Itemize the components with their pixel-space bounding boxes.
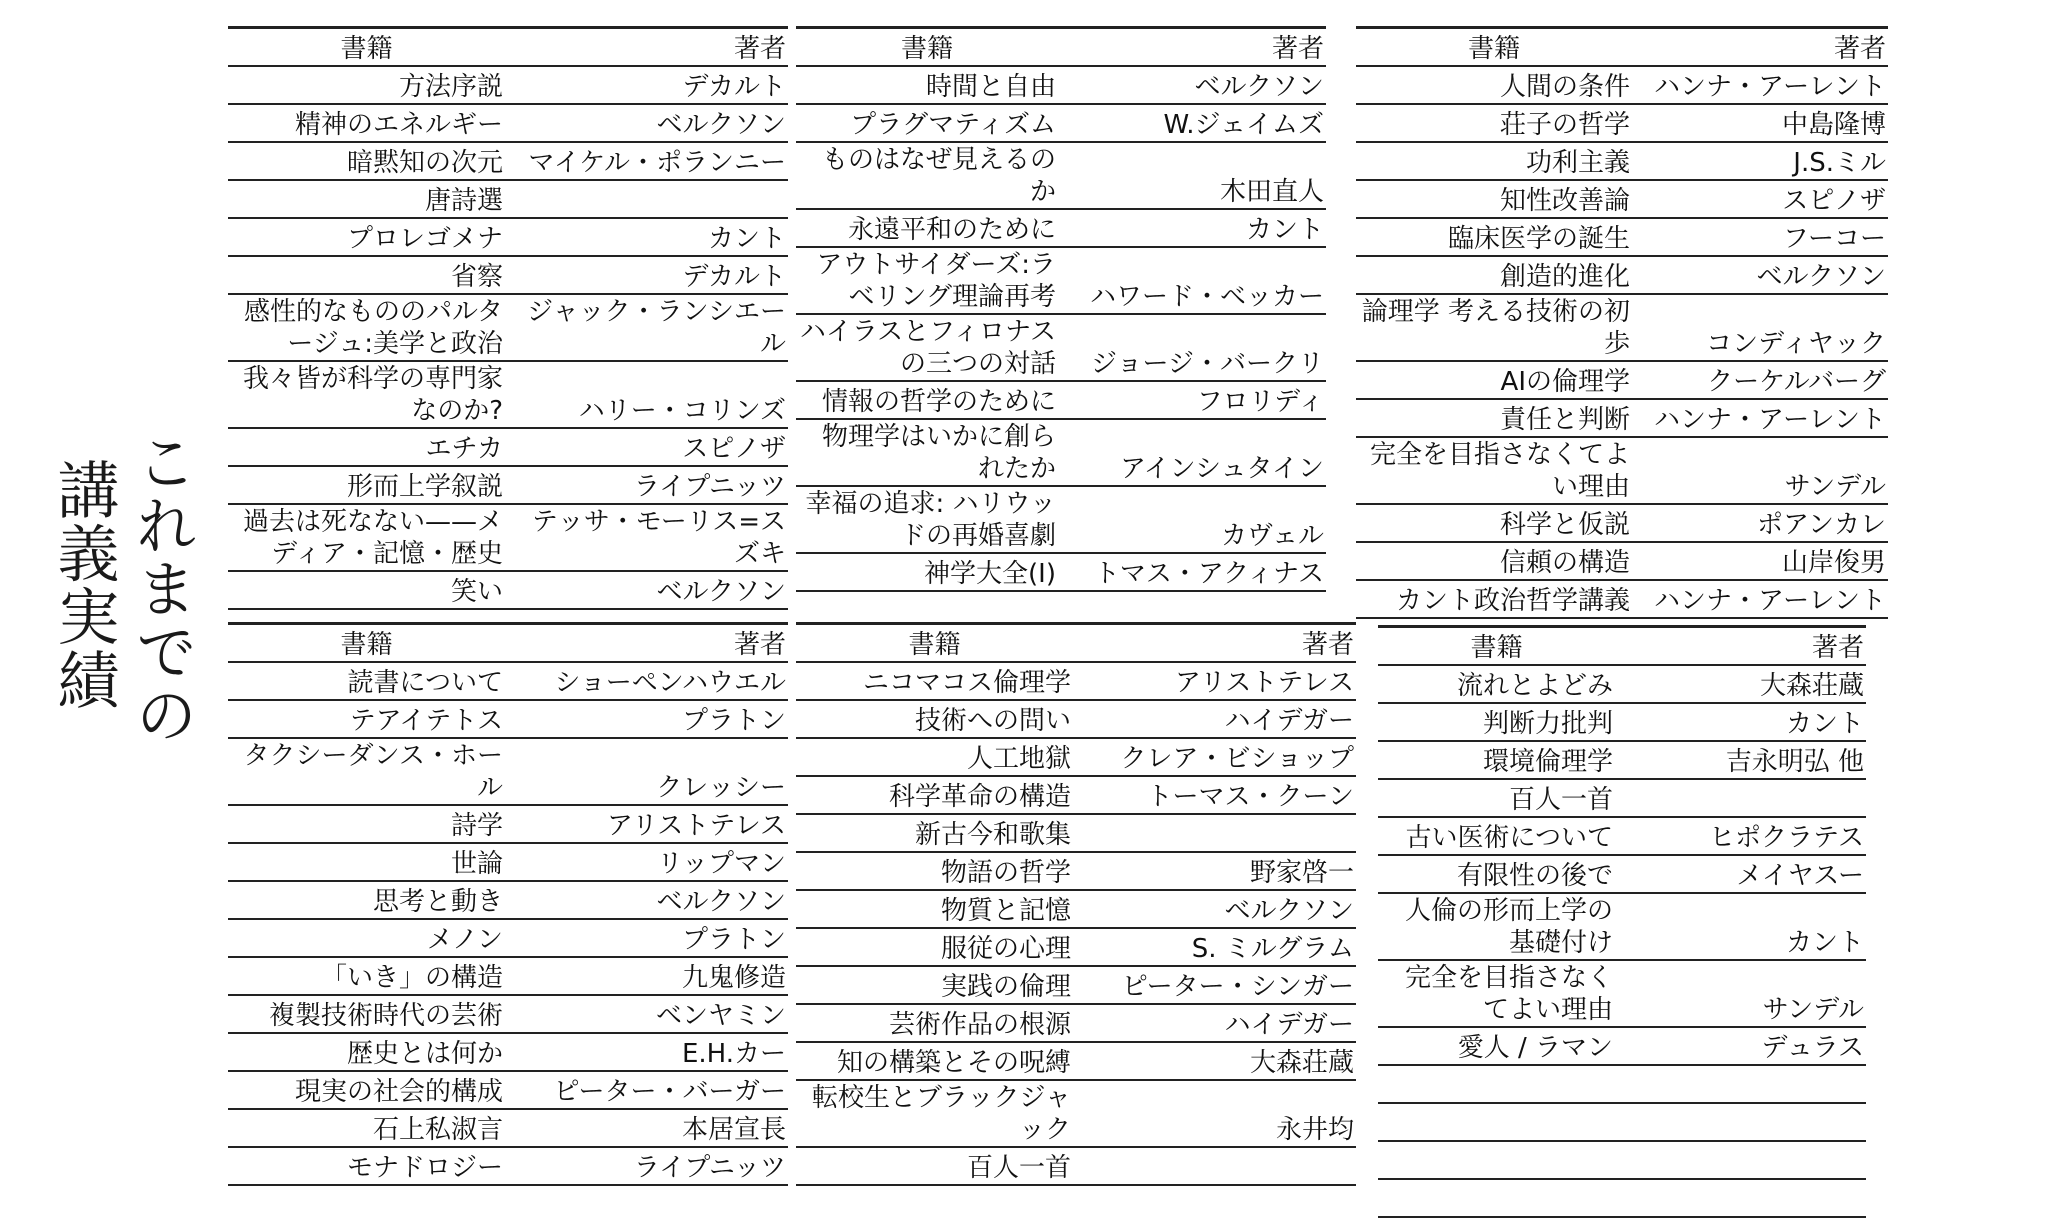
book-title: ハイラスとフィロナスの三つの対話 (796, 314, 1066, 381)
book-title: 技術への問い (796, 700, 1081, 738)
table-row (228, 919, 788, 957)
book-title: 論理学 考える技術の初歩 (1356, 294, 1640, 361)
table-row (796, 928, 1356, 966)
book-title: 我々皆が科学の専門家なのか? (228, 361, 513, 428)
author-name (1623, 1179, 1866, 1217)
author-name: ライプニッツ (513, 1147, 788, 1185)
author-name: プラトン (513, 919, 788, 957)
author-name: デカルト (513, 256, 788, 294)
table-row (1356, 256, 1888, 294)
table-row (228, 662, 788, 700)
book-title: 永遠平和のために (796, 209, 1066, 247)
table-row (796, 247, 1326, 314)
book-title: 幸福の追求: ハリウッドの再婚喜劇 (796, 486, 1066, 553)
table-row (228, 1033, 788, 1071)
author-name: 大森荘蔵 (1623, 665, 1866, 703)
table-row (228, 881, 788, 919)
book-title: 信頼の構造 (1356, 542, 1640, 580)
author-name: クレッシー (513, 738, 788, 805)
book-title: 読書について (228, 662, 513, 700)
book-title: 創造的進化 (1356, 256, 1640, 294)
book-title: 百人一首 (1378, 779, 1623, 817)
book-title: 芸術作品の根源 (796, 1004, 1081, 1042)
page-title-line-1: これまでの (125, 430, 198, 747)
author-name: 野家啓一 (1081, 852, 1356, 890)
table-row (228, 700, 788, 738)
book-title: 世論 (228, 843, 513, 881)
book-title: 責任と判断 (1356, 399, 1640, 437)
lecture-table-1 (228, 26, 788, 610)
table-row (796, 314, 1326, 381)
table-row (1378, 893, 1866, 960)
table-row (796, 419, 1326, 486)
header-author: 著者 (1623, 627, 1866, 666)
table-row (1356, 180, 1888, 218)
book-title: 愛人 / ラマン (1378, 1027, 1623, 1065)
book-title: 人倫の形而上学の基礎付け (1378, 893, 1623, 960)
author-name: スピノザ (1640, 180, 1888, 218)
table-row (1378, 960, 1866, 1027)
book-title: 精神のエネルギー (228, 104, 513, 142)
table-row (1378, 741, 1866, 779)
author-name: スピノザ (513, 428, 788, 466)
table-header-row (1378, 627, 1866, 666)
book-title: 思考と動き (228, 881, 513, 919)
book-title: 新古今和歌集 (796, 814, 1081, 852)
table-row (1378, 779, 1866, 817)
table-row (796, 700, 1356, 738)
author-name: フロリディ (1066, 381, 1326, 419)
book-title: 物質と記憶 (796, 890, 1081, 928)
table-row (228, 805, 788, 843)
table-row (1378, 1027, 1866, 1065)
author-name: 木田直人 (1066, 142, 1326, 209)
book-title: プロレゴメナ (228, 218, 513, 256)
table-row (228, 957, 788, 995)
book-title: テアイテトス (228, 700, 513, 738)
book-title: 古い医術について (1378, 817, 1623, 855)
table-row (1356, 399, 1888, 437)
table-row (228, 180, 788, 218)
author-name (1623, 1103, 1866, 1141)
table-row (228, 1071, 788, 1109)
author-name: カント (513, 218, 788, 256)
book-title: 過去は死なない——メディア・記憶・歴史 (228, 504, 513, 571)
table-row (796, 553, 1326, 591)
table-row (228, 1109, 788, 1147)
author-name: 大森荘蔵 (1081, 1042, 1356, 1080)
table-row (228, 294, 788, 361)
table-row (1378, 855, 1866, 893)
table-header-row (228, 28, 788, 67)
author-name: サンデル (1623, 960, 1866, 1027)
book-title: 完全を目指さなくてよい理由 (1356, 437, 1640, 504)
author-name: ヒポクラテス (1623, 817, 1866, 855)
book-title: 功利主義 (1356, 142, 1640, 180)
book-title: 環境倫理学 (1378, 741, 1623, 779)
header-author: 著者 (1640, 28, 1888, 67)
table-row (1378, 1065, 1866, 1103)
author-name: ベルクソン (513, 104, 788, 142)
book-title (1378, 1065, 1623, 1103)
author-name: リップマン (513, 843, 788, 881)
author-name: フーコー (1640, 218, 1888, 256)
book-title: モナドロジー (228, 1147, 513, 1185)
table-row (796, 738, 1356, 776)
table-row (796, 381, 1326, 419)
author-name: コンディヤック (1640, 294, 1888, 361)
table-row (228, 1147, 788, 1185)
table-row (1356, 504, 1888, 542)
author-name: トマス・アクィナス (1066, 553, 1326, 591)
table-row (796, 1080, 1356, 1147)
author-name: カヴェル (1066, 486, 1326, 553)
author-name: デカルト (513, 66, 788, 104)
header-book: 書籍 (1356, 28, 1640, 67)
table-row (796, 814, 1356, 852)
header-author: 著者 (1066, 28, 1326, 67)
book-title: 詩学 (228, 805, 513, 843)
author-name: クーケルバーグ (1640, 361, 1888, 399)
table-row (228, 995, 788, 1033)
book-title: 百人一首 (796, 1147, 1081, 1185)
book-title: 省察 (228, 256, 513, 294)
book-title: 有限性の後で (1378, 855, 1623, 893)
book-title: 転校生とブラックジャック (796, 1080, 1081, 1147)
book-title: タクシーダンス・ホール (228, 738, 513, 805)
author-name: メイヤスー (1623, 855, 1866, 893)
book-title: 歴史とは何か (228, 1033, 513, 1071)
author-name: ハンナ・アーレント (1640, 580, 1888, 618)
author-name (1623, 779, 1866, 817)
author-name: ハイデガー (1081, 1004, 1356, 1042)
header-book: 書籍 (228, 624, 513, 663)
book-title: 笑い (228, 571, 513, 609)
book-title: 時間と自由 (796, 66, 1066, 104)
book-title: 「いき」の構造 (228, 957, 513, 995)
author-name: 本居宣長 (513, 1109, 788, 1147)
author-name: ハイデガー (1081, 700, 1356, 738)
table-row (796, 966, 1356, 1004)
author-name (1081, 814, 1356, 852)
book-title: プラグマティズム (796, 104, 1066, 142)
lecture-table-2 (796, 26, 1326, 592)
book-title: 物語の哲学 (796, 852, 1081, 890)
author-name: E.H.カー (513, 1033, 788, 1071)
author-name: 山岸俊男 (1640, 542, 1888, 580)
table-header-row (1356, 28, 1888, 67)
book-title: 知性改善論 (1356, 180, 1640, 218)
header-book: 書籍 (796, 28, 1066, 67)
author-name: S. ミルグラム (1081, 928, 1356, 966)
book-title: 完全を目指さなくてよい理由 (1378, 960, 1623, 1027)
table-header-row (796, 28, 1326, 67)
author-name: ハリー・コリンズ (513, 361, 788, 428)
table-row (1356, 580, 1888, 618)
book-title: 形而上学叙説 (228, 466, 513, 504)
table-row (796, 66, 1326, 104)
book-title: カント政治哲学講義 (1356, 580, 1640, 618)
book-title: 神学大全(Ⅰ) (796, 553, 1066, 591)
table-row (228, 428, 788, 466)
table-row (796, 142, 1326, 209)
table-row (228, 104, 788, 142)
table-row (228, 361, 788, 428)
author-name: ベルクソン (1066, 66, 1326, 104)
table-row (796, 852, 1356, 890)
author-name: アリストテレス (1081, 662, 1356, 700)
table-row (1378, 665, 1866, 703)
book-title: 荘子の哲学 (1356, 104, 1640, 142)
author-name: ライプニッツ (513, 466, 788, 504)
table-row (796, 104, 1326, 142)
table-row (1356, 142, 1888, 180)
book-title (1378, 1141, 1623, 1179)
author-name: カント (1623, 893, 1866, 960)
author-name: ショーペンハウエル (513, 662, 788, 700)
book-title: アウトサイダーズ:ラベリング理論再考 (796, 247, 1066, 314)
table-row (796, 776, 1356, 814)
lecture-table-6 (1378, 625, 1866, 1218)
author-name: サンデル (1640, 437, 1888, 504)
author-name: ポアンカレ (1640, 504, 1888, 542)
author-name: 中島隆博 (1640, 104, 1888, 142)
book-title: 物理学はいかに創られたか (796, 419, 1066, 486)
author-name (1081, 1147, 1356, 1185)
author-name: ジャック・ランシエール (513, 294, 788, 361)
book-title: 知の構築とその呪縛 (796, 1042, 1081, 1080)
table-row (228, 571, 788, 609)
author-name: ハワード・ベッカー (1066, 247, 1326, 314)
table-row (228, 504, 788, 571)
book-title (1378, 1103, 1623, 1141)
page-title-line-2: 講義実績 (47, 458, 120, 711)
book-title: 人間の条件 (1356, 66, 1640, 104)
book-title: ニコマコス倫理学 (796, 662, 1081, 700)
book-title: 臨床医学の誕生 (1356, 218, 1640, 256)
author-name: デュラス (1623, 1027, 1866, 1065)
table-row (1356, 218, 1888, 256)
lecture-table-3 (1356, 26, 1888, 619)
author-name: W.ジェイムズ (1066, 104, 1326, 142)
lecture-table-5 (796, 622, 1356, 1186)
table-row (1356, 437, 1888, 504)
table-row (796, 1147, 1356, 1185)
author-name: トーマス・クーン (1081, 776, 1356, 814)
table-row (1356, 361, 1888, 399)
author-name: カント (1623, 703, 1866, 741)
author-name: アリストテレス (513, 805, 788, 843)
table-row (1356, 294, 1888, 361)
table-row (796, 890, 1356, 928)
table-row (796, 486, 1326, 553)
book-title: 方法序説 (228, 66, 513, 104)
author-name: ジョージ・バークリ (1066, 314, 1326, 381)
table-row (1378, 1179, 1866, 1217)
header-book: 書籍 (796, 624, 1081, 663)
author-name: マイケル・ポランニー (513, 142, 788, 180)
author-name: J.S.ミル (1640, 142, 1888, 180)
author-name: 吉永明弘 他 (1623, 741, 1866, 779)
book-title: メノン (228, 919, 513, 957)
author-name (1623, 1141, 1866, 1179)
author-name: ピーター・バーガー (513, 1071, 788, 1109)
table-row (1356, 66, 1888, 104)
table-row (1378, 703, 1866, 741)
book-title: 石上私淑言 (228, 1109, 513, 1147)
book-title: 人工地獄 (796, 738, 1081, 776)
table-row (1356, 542, 1888, 580)
table-row (228, 256, 788, 294)
table-row (228, 142, 788, 180)
header-book: 書籍 (228, 28, 513, 67)
book-title: AIの倫理学 (1356, 361, 1640, 399)
author-name: ベルクソン (513, 881, 788, 919)
table-header-row (228, 624, 788, 663)
table-row (228, 738, 788, 805)
book-title: 科学革命の構造 (796, 776, 1081, 814)
book-title (1378, 1179, 1623, 1217)
book-title: 感性的なもののパルタージュ:美学と政治 (228, 294, 513, 361)
author-name: ハンナ・アーレント (1640, 66, 1888, 104)
book-title: 実践の倫理 (796, 966, 1081, 1004)
book-title: エチカ (228, 428, 513, 466)
table-row (1378, 817, 1866, 855)
author-name: カント (1066, 209, 1326, 247)
author-name: 九鬼修造 (513, 957, 788, 995)
header-book: 書籍 (1378, 627, 1623, 666)
book-title: 複製技術時代の芸術 (228, 995, 513, 1033)
table-row (796, 662, 1356, 700)
author-name: 永井均 (1081, 1080, 1356, 1147)
author-name: プラトン (513, 700, 788, 738)
book-title: 情報の哲学のために (796, 381, 1066, 419)
table-row (1356, 104, 1888, 142)
author-name: アインシュタイン (1066, 419, 1326, 486)
book-title: 暗黙知の次元 (228, 142, 513, 180)
author-name: クレア・ビショップ (1081, 738, 1356, 776)
author-name: テッサ・モーリス=スズキ (513, 504, 788, 571)
header-author: 著者 (513, 624, 788, 663)
author-name: ハンナ・アーレント (1640, 399, 1888, 437)
table-row (1378, 1141, 1866, 1179)
table-row (228, 843, 788, 881)
table-header-row (796, 624, 1356, 663)
author-name: ベルクソン (1640, 256, 1888, 294)
header-author: 著者 (1081, 624, 1356, 663)
author-name: ベルクソン (513, 571, 788, 609)
author-name: ベンヤミン (513, 995, 788, 1033)
table-row (1378, 1103, 1866, 1141)
author-name (513, 180, 788, 218)
book-title: 現実の社会的構成 (228, 1071, 513, 1109)
book-title: 判断力批判 (1378, 703, 1623, 741)
book-title: 服従の心理 (796, 928, 1081, 966)
book-title: 唐詩選 (228, 180, 513, 218)
header-author: 著者 (513, 28, 788, 67)
author-name: ピーター・シンガー (1081, 966, 1356, 1004)
table-row (228, 466, 788, 504)
table-row (228, 66, 788, 104)
author-name (1623, 1065, 1866, 1103)
book-title: ものはなぜ見えるのか (796, 142, 1066, 209)
author-name: ベルクソン (1081, 890, 1356, 928)
book-title: 科学と仮説 (1356, 504, 1640, 542)
table-row (796, 1042, 1356, 1080)
table-row (228, 218, 788, 256)
table-row (796, 209, 1326, 247)
lecture-table-4 (228, 622, 788, 1186)
book-title: 流れとよどみ (1378, 665, 1623, 703)
table-row (796, 1004, 1356, 1042)
